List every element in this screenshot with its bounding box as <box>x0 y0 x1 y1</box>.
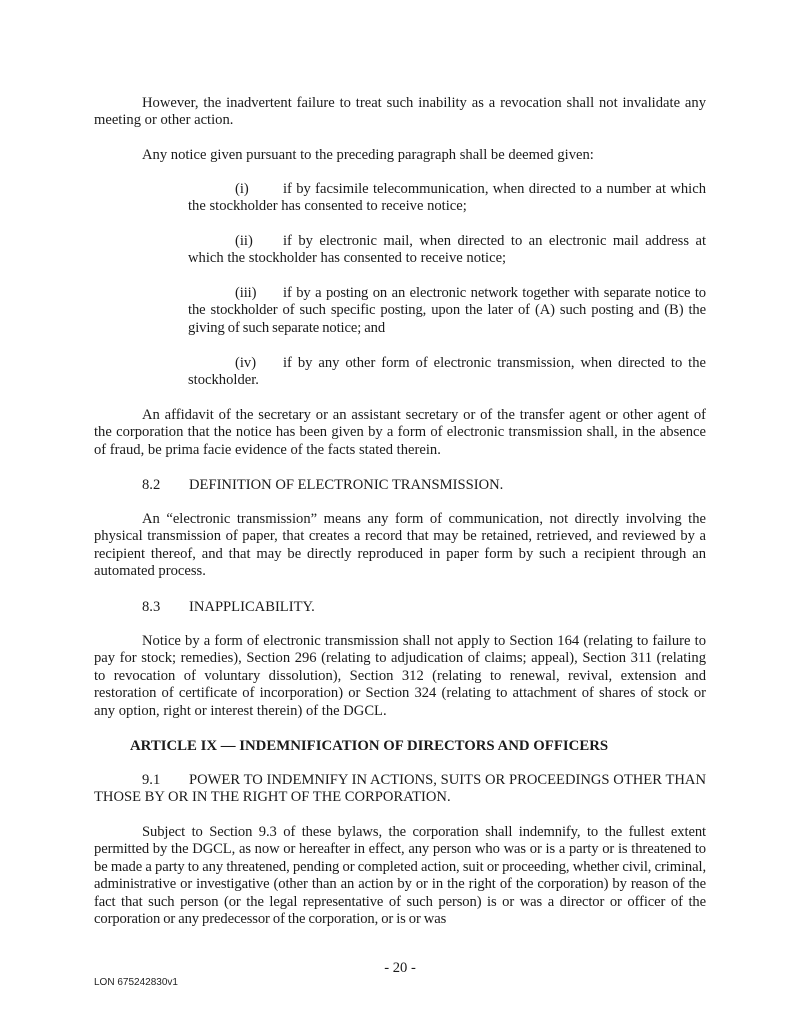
paragraph-notice-deemed-given: Any notice given pursuant to the preceding paragraph shall be deemed given: <box>142 147 594 163</box>
list-item-electronic-network <box>188 285 706 337</box>
section-title: DEFINITION OF ELECTRONIC TRANSMISSION. <box>189 477 504 493</box>
list-item-text: if by a posting on an electronic network together with separate notice to the stockholder of such specific posting, upon the later of (A) such posting and (B) the giving of such separate notice; and <box>188 285 706 336</box>
list-item-electronic-mail <box>188 233 706 268</box>
section-heading-8-3 <box>142 599 315 616</box>
paragraph-indemnification: Subject to Section 9.3 of these bylaws, the corporation shall indemnify, to the fullest extent permitted by the DGCL, as now or hereafter in effect, any person who was or is a party or is threatened to be made a party to any threatened, pending or completed action, suit or proceeding, whether civil, criminal, administrative or investigative (other than an action by or in the right of the corporation) by reason of the fact that such person (or the legal representative of such person) is or was a director or officer of the corporation or any predecessor of the corporation, or is or was <box>94 824 706 928</box>
list-item-text: if by facsimile telecommunication, when directed to a number at which the stockholder has consented to receive notice; <box>188 181 706 215</box>
paragraph-revocation-failure: However, the inadvertent failure to treat such inability as a revocation shall not invalidate any meeting or other action. <box>94 95 706 129</box>
paragraph-inapplicability: Notice by a form of electronic transmission shall not apply to Section 164 (relating to failure to pay for stock; remedies), Section 296 (relating to adjudication of claims; appeal), Section 311 (relating to revocation of voluntary dissolution), Section 312 (relating to renewal, revival, extension and restoration of certificate of incorporation) or Section 324 (relating to attachment of shares of stock or any option, right or interest therein) of the DGCL. <box>94 633 706 719</box>
page-number: - 20 - <box>384 960 416 976</box>
document-id: LON 675242830v1 <box>94 977 178 988</box>
list-item-facsimile <box>188 181 706 216</box>
list-item-text: if by electronic mail, when directed to an electronic mail address at which the stockholder has consented to receive notice; <box>188 233 706 267</box>
section-number: 8.2 <box>142 477 161 493</box>
section-title: POWER TO INDEMNIFY IN ACTIONS, SUITS OR PROCEEDINGS OTHER THAN THOSE BY OR IN THE RIGHT OF THE CORPORATION. <box>94 772 706 806</box>
section-heading-8-2 <box>142 477 503 494</box>
list-item-number: (i) <box>235 181 249 197</box>
section-number: 9.1 <box>142 772 161 788</box>
section-heading-9-1 <box>94 772 706 807</box>
section-title: INAPPLICABILITY. <box>189 599 315 615</box>
list-item-number: (iv) <box>235 355 257 371</box>
list-item-other-transmission <box>188 355 706 390</box>
article-heading: ARTICLE IX — INDEMNIFICATION OF DIRECTORS AND OFFICERS <box>130 738 609 754</box>
paragraph-affidavit: An affidavit of the secretary or an assistant secretary or of the transfer agent or other agent of the corporation that the notice has been given by a form of electronic transmission shall, in the absence of fraud, be prima facie evidence of the facts stated therein. <box>94 407 706 458</box>
section-number: 8.3 <box>142 599 161 615</box>
list-item-number: (ii) <box>235 233 253 249</box>
list-item-number: (iii) <box>235 285 257 301</box>
paragraph-electronic-transmission-definition: An “electronic transmission” means any form of communication, not directly involving the physical transmission of paper, that creates a record that may be retained, retrieved, and reviewed by a recipient thereof, and that may be directly reproduced in paper form by such a recipient through an automated process. <box>94 511 706 580</box>
list-item-text: if by any other form of electronic transmission, when directed to the stockholder. <box>188 355 706 389</box>
